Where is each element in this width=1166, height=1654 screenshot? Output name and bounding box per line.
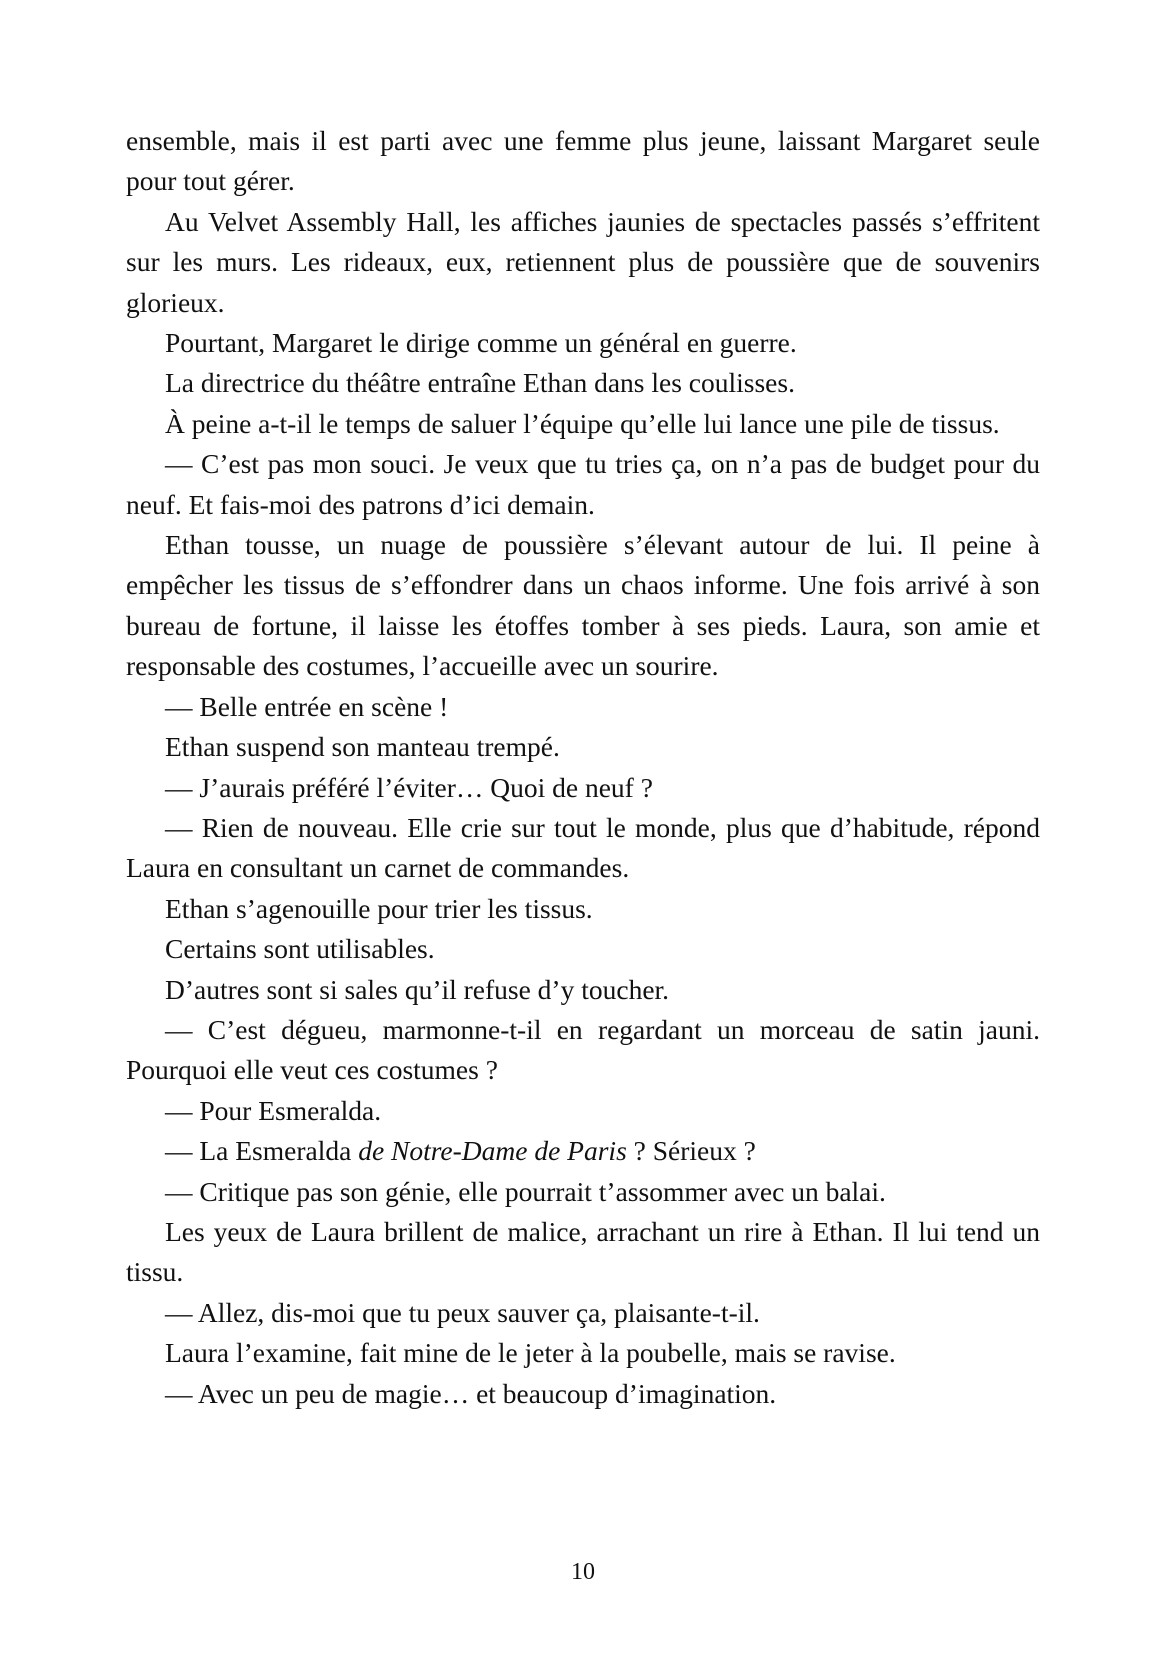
- paragraph: [126, 768, 1040, 808]
- paragraph-text: — Belle entrée en scène !: [165, 690, 449, 722]
- paragraph-text: Ethan suspend son manteau trempé.: [165, 731, 560, 763]
- paragraph-text: — C’est pas mon souci. Je veux que tu tries ça, on n’a pas de budget pour du neuf. Et fais-moi des patrons d’ici demain.: [126, 448, 1040, 520]
- paragraph-text: — Pour Esmeralda.: [165, 1094, 382, 1126]
- paragraph-text: Au Velvet Assembly Hall, les affiches jaunies de spectacles passés s’effritent sur les murs. Les rideaux, eux, retiennent plus de poussière que de souvenirs glorieux.: [126, 205, 1040, 318]
- italic-title: de Notre-Dame de Paris: [358, 1135, 627, 1167]
- paragraph-text: Laura l’examine, fait mine de le jeter à la poubelle, mais se ravise.: [165, 1337, 896, 1369]
- paragraph-text: — Critique pas son génie, elle pourrait t’assommer avec un balai.: [165, 1175, 886, 1207]
- paragraph: [126, 687, 1040, 727]
- paragraph: [126, 323, 1040, 363]
- paragraph-text: La directrice du théâtre entraîne Ethan dans les coulisses.: [165, 367, 795, 399]
- paragraph-text: — La Esmeralda: [165, 1135, 359, 1167]
- paragraph-text: Pourtant, Margaret le dirige comme un général en guerre.: [165, 327, 797, 359]
- paragraph-text-continued: ? Sérieux ?: [626, 1135, 756, 1167]
- paragraph: [126, 1293, 1040, 1333]
- paragraph: [126, 444, 1040, 525]
- paragraph: [126, 202, 1040, 323]
- paragraph: [126, 889, 1040, 929]
- paragraph-text: — Avec un peu de magie… et beaucoup d’imagination.: [165, 1377, 777, 1409]
- paragraph: [126, 808, 1040, 889]
- paragraph-text: — J’aurais préféré l’éviter… Quoi de neuf ?: [165, 771, 653, 803]
- paragraph-text: À peine a-t-il le temps de saluer l’équipe qu’elle lui lance une pile de tissus.: [165, 407, 1000, 439]
- paragraph: [126, 1091, 1040, 1131]
- paragraph-text: Ethan tousse, un nuage de poussière s’élevant autour de lui. Il peine à empêcher les tissus de s’effondrer dans un chaos informe. Une fois arrivé à son bureau de fortune, il laisse les étoffes tomber à ses pieds. Laura, son amie et responsable des costumes, l’accueille avec un sourire.: [126, 529, 1040, 682]
- paragraph-text: Certains sont utilisables.: [165, 933, 435, 965]
- paragraph: [126, 121, 1040, 202]
- paragraph-text: Les yeux de Laura brillent de malice, arrachant un rire à Ethan. Il lui tend un tissu.: [126, 1215, 1040, 1288]
- paragraph: [126, 1010, 1040, 1091]
- paragraph-text: D’autres sont si sales qu’il refuse d’y toucher.: [165, 973, 670, 1005]
- paragraph: [126, 727, 1040, 767]
- paragraph-text: — Rien de nouveau. Elle crie sur tout le monde, plus que d’habitude, répond Laura en consultant un carnet de commandes.: [126, 811, 1040, 884]
- paragraph: [126, 1212, 1040, 1293]
- page-number: 10: [571, 1559, 595, 1585]
- paragraph: [126, 404, 1040, 444]
- paragraph: [126, 525, 1040, 687]
- paragraph: [126, 970, 1040, 1010]
- paragraph: [126, 1172, 1040, 1212]
- paragraph: [126, 1131, 1040, 1171]
- paragraph: [126, 1374, 1040, 1414]
- paragraph-text: Ethan s’agenouille pour trier les tissus.: [165, 892, 593, 924]
- paragraph-text: — C’est dégueu, marmonne-t-il en regardant un morceau de satin jauni. Pourquoi elle veut ces costumes ?: [126, 1013, 1040, 1086]
- paragraph: [126, 363, 1040, 403]
- body-text: [126, 121, 1040, 1414]
- paragraph-text: — Allez, dis-moi que tu peux sauver ça, plaisante-t-il.: [165, 1296, 760, 1328]
- paragraph: [126, 929, 1040, 969]
- paragraph-text: ensemble, mais il est parti avec une femme plus jeune, laissant Margaret seule pour tout gérer.: [126, 125, 1040, 197]
- paragraph: [126, 1333, 1040, 1373]
